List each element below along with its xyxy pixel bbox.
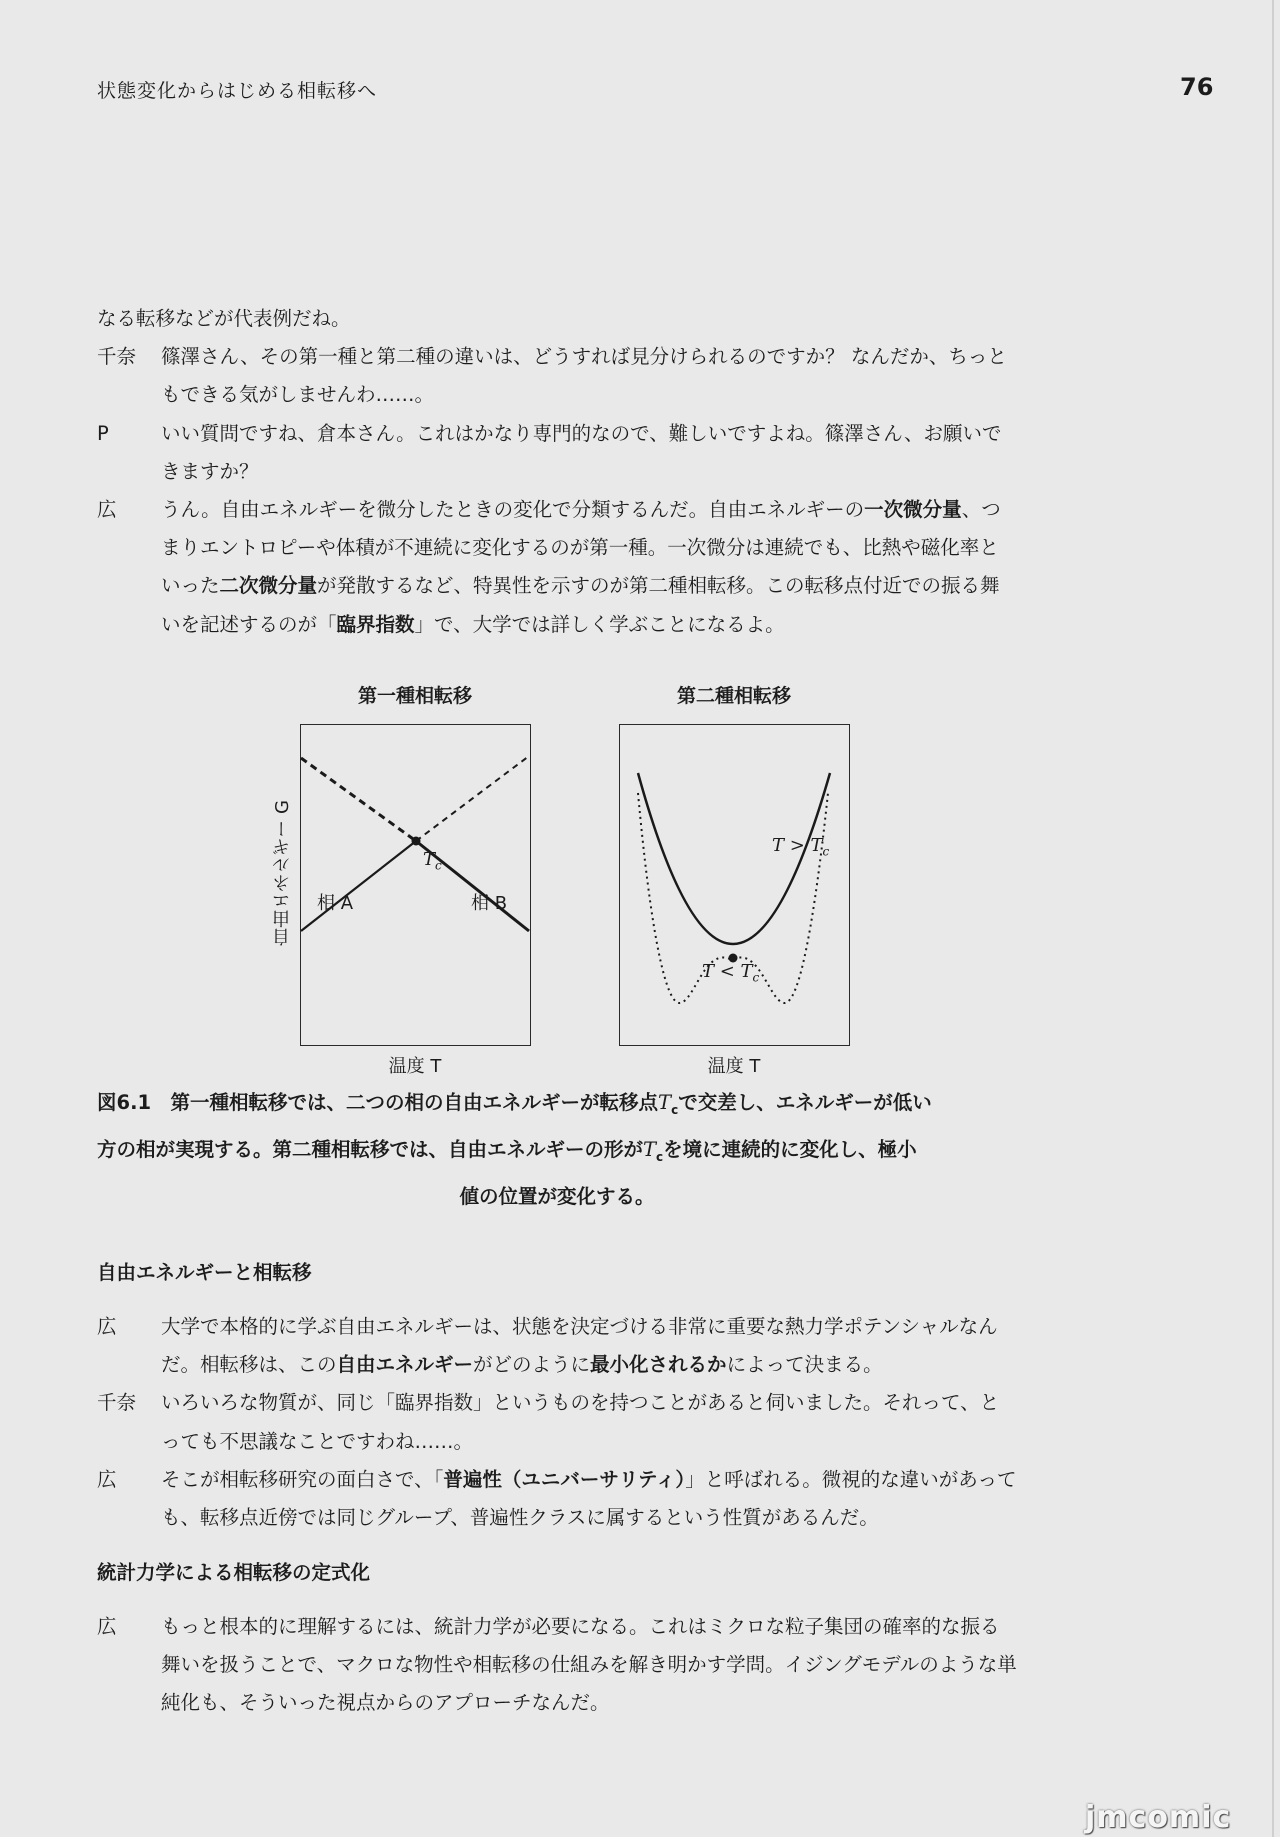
dialogue-text: が発散するなど、特異性を示すのが第二種相転移。この転移点付近での振る舞いを記述するのが「 xyxy=(161,574,1000,636)
emphasis: 自由エネルギー xyxy=(336,1353,474,1377)
dialogue-paragraph xyxy=(97,491,1017,644)
running-head: 状態変化からはじめる相転移へ xyxy=(97,80,378,102)
dialogue-text: によって決まる。 xyxy=(726,1353,883,1377)
page-number: 76 xyxy=(1180,73,1214,101)
intro-text xyxy=(97,300,1017,644)
dialogue-text: 」で、大学では詳しく学ぶことになるよ。 xyxy=(414,612,785,636)
section1-text xyxy=(97,1308,1017,1537)
dialogue-paragraph xyxy=(97,1384,1017,1460)
emphasis: 普遍性（ユニバーサリティ） xyxy=(443,1467,686,1491)
right-plot-title: 第二種相転移 xyxy=(676,685,791,707)
left-plot-title: 第一種相転移 xyxy=(357,685,472,707)
emphasis: 臨界指数 xyxy=(336,612,415,636)
dialogue-paragraph xyxy=(97,1308,1017,1384)
second-order-plot xyxy=(620,725,848,1044)
phase-a-label: 相 A xyxy=(317,893,354,914)
phase-a-metastable-line xyxy=(301,758,416,841)
dialogue-text: 、つまりエントロピーや体積が不連続に変化するのが第一種。一次微分は連続でも、比熱や磁化率といった xyxy=(161,498,1001,598)
dialogue-paragraph xyxy=(97,1461,1017,1537)
tc-label: $T_c$ xyxy=(423,849,442,873)
left-x-axis-label: 温度 T xyxy=(388,1056,442,1077)
emphasis: 一次微分量 xyxy=(864,498,962,522)
left-plot-frame xyxy=(300,724,531,1046)
section-heading: 自由エネルギーと相転移 xyxy=(97,1261,312,1284)
speaker-label: 千奈 xyxy=(97,345,137,369)
dialogue-text: がどのように xyxy=(473,1353,591,1377)
section-heading: 統計力学による相転移の定式化 xyxy=(97,1561,371,1584)
dialogue-paragraph xyxy=(97,1608,1017,1723)
phase-b-metastable-line xyxy=(416,756,529,841)
y-axis-label: 自由エネルギー G xyxy=(272,800,293,946)
speaker-label: 千奈 xyxy=(97,1391,137,1415)
above-tc-label: $T > T_c$ xyxy=(772,835,830,859)
figure-caption xyxy=(97,1083,1017,1217)
emphasis: 最小化されるか xyxy=(590,1353,727,1377)
speaker-label: 広 xyxy=(97,1315,117,1338)
speaker-label: 広 xyxy=(97,1467,117,1491)
first-order-plot xyxy=(301,725,529,1044)
section2-text xyxy=(97,1608,1017,1723)
page-edge xyxy=(1272,0,1274,1837)
caption-line: 図6.1 第一種相転移では、二つの相の自由エネルギーが転移点$T_c$で交差し、エネルギーが低い xyxy=(97,1091,932,1117)
dialogue-text: そこが相転移研究の面白さで、「 xyxy=(161,1467,444,1491)
dialogue-paragraph xyxy=(97,338,1017,414)
below-tc-label: $T < T_c$ xyxy=(702,961,760,985)
transition-point xyxy=(412,837,421,846)
speaker-label: P xyxy=(97,421,109,445)
speaker-label: 広 xyxy=(97,498,117,522)
phase-b-stable-line xyxy=(301,841,416,931)
emphasis: 二次微分量 xyxy=(219,574,318,598)
right-plot-frame xyxy=(619,724,850,1046)
right-x-axis-label: 温度 T xyxy=(707,1056,761,1077)
dialogue-text: いい質問ですね、倉本さん。これはかなり専門的なので、難しいですよね。篠澤さん、お願いできますか？ xyxy=(161,421,1002,483)
phase-b-label: 相 B xyxy=(471,893,508,914)
dialogue-text: 大学で本格的に学ぶ自由エネルギーは、状態を決定づける非常に重要な熱力学ポテンシャルなんだ。相転移は、この xyxy=(161,1315,998,1377)
watermark-logo: jmcomic xyxy=(1085,1800,1232,1835)
dialogue-text: もっと根本的に理解するには、統計力学が必要になる。これはミクロな粒子集団の確率的な振る舞いを扱うことで、マクロな物性や相転移の仕組みを解き明かす学問。イジングモデルのような単純化も、そういった視点からのアプローチなんだ。 xyxy=(161,1615,1017,1715)
speaker-label: 広 xyxy=(97,1615,117,1638)
caption-line: 値の位置が変化する。 xyxy=(459,1184,655,1208)
dialogue-text: 篠澤さん、その第一種と第二種の違いは、どうすれば見分けられるのですか？ なんだか、ちっともできる気がしませんわ……。 xyxy=(161,345,1007,407)
dialogue-text: 」と呼ばれる。微視的な違いがあっても、転移点近傍では同じグループ、普遍性クラスに属するという性質があるんだ。 xyxy=(161,1467,1017,1530)
dialogue-paragraph xyxy=(97,415,1017,491)
caption-line: 方の相が実現する。第二種相転移では、自由エネルギーの形が$T_c$を境に連続的に変化し、極小 xyxy=(97,1137,917,1164)
dialogue-text: うん。自由エネルギーを微分したときの変化で分類するんだ。自由エネルギーの xyxy=(161,498,865,522)
dialogue-text: いろいろな物質が、同じ「臨界指数」というものを持つことがあると伺いました。それって、とっても不思議なことですわね……。 xyxy=(161,1391,1000,1453)
paragraph: なる転移などが代表例だね。 xyxy=(97,307,351,330)
